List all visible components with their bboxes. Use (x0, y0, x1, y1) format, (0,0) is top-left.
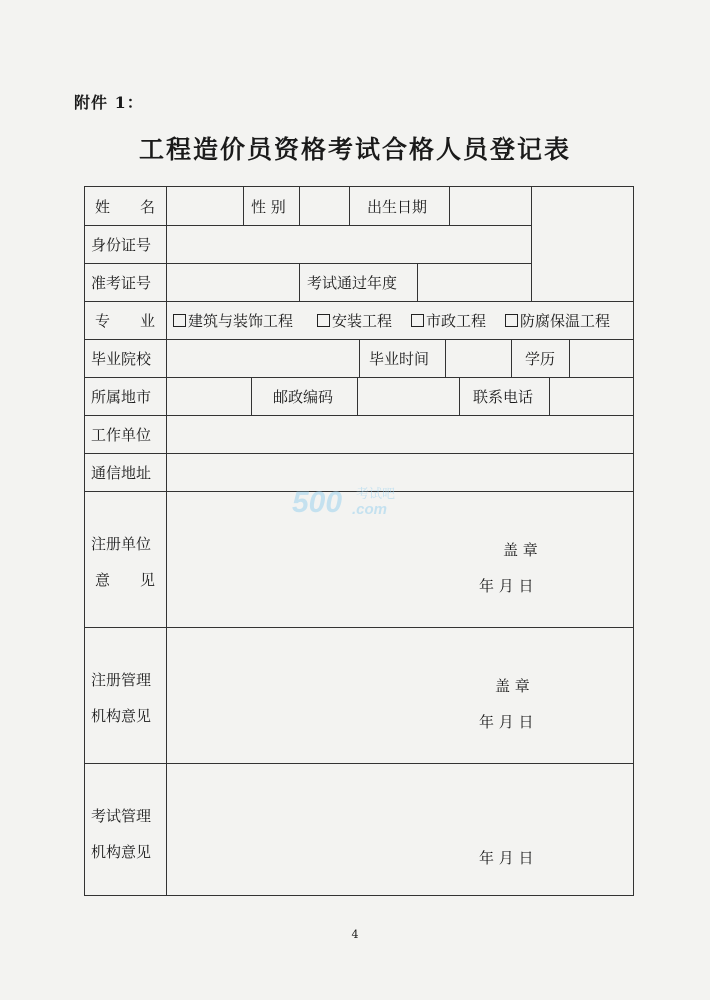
exam-ticket-field[interactable] (167, 263, 299, 301)
exam-mgmt-label-line2: 机构意见 (91, 843, 152, 861)
watermark-number: 500 (292, 486, 343, 519)
reg-unit-label-line1: 注册单位 (91, 535, 152, 553)
postcode-field[interactable] (358, 377, 459, 415)
watermark-brand: 考试吧 (356, 487, 396, 502)
col-divider (511, 339, 512, 377)
seal-label: 盖 章 (503, 541, 538, 559)
major-option-installation[interactable]: 安装工程 (317, 312, 392, 330)
name-label: 姓 名 (95, 198, 156, 216)
date-label: 年 月 日 (479, 713, 534, 731)
checkbox[interactable] (505, 314, 518, 327)
major-option-anticorrosion[interactable]: 防腐保温工程 (505, 312, 610, 330)
checkbox[interactable] (173, 314, 186, 327)
id-number-field[interactable] (167, 225, 531, 263)
name-field[interactable] (167, 187, 243, 225)
watermark-domain: .com (352, 501, 388, 518)
reg-mgmt-opinion-field[interactable] (167, 627, 633, 763)
postcode-label: 邮政编码 (273, 388, 334, 406)
col-divider (349, 187, 350, 225)
checkbox[interactable] (317, 314, 330, 327)
reg-unit-label-line2: 意 见 (95, 571, 156, 589)
col-divider (459, 377, 460, 415)
major-option-building[interactable]: 建筑与装饰工程 (173, 312, 293, 330)
city-field[interactable] (167, 377, 251, 415)
form-title: 工程造价员资格考试合格人员登记表 (138, 135, 571, 164)
exam-ticket-label: 准考证号 (91, 274, 152, 292)
birth-date-label: 出生日期 (367, 198, 428, 216)
school-label: 毕业院校 (91, 350, 152, 368)
watermark-logo (292, 480, 422, 524)
exam-mgmt-opinion-field[interactable] (167, 763, 633, 895)
exam-year-label: 考试通过年度 (307, 274, 398, 292)
address-label: 通信地址 (91, 464, 152, 482)
degree-label: 学历 (525, 350, 556, 368)
exam-mgmt-label-line1: 考试管理 (91, 807, 152, 825)
date-label: 年 月 日 (479, 849, 534, 867)
col-divider (243, 187, 244, 225)
checkbox[interactable] (411, 314, 424, 327)
major-label: 专 业 (95, 312, 156, 330)
attachment-label: 附件 1： (74, 93, 144, 112)
degree-field[interactable] (570, 339, 633, 377)
employer-field[interactable] (167, 415, 633, 453)
seal-label: 盖 章 (495, 677, 530, 695)
phone-field[interactable] (550, 377, 633, 415)
id-number-label: 身份证号 (91, 236, 152, 254)
date-label: 年 月 日 (479, 577, 534, 595)
school-field[interactable] (167, 339, 359, 377)
gender-label: 性 别 (251, 198, 286, 216)
employer-label: 工作单位 (91, 426, 152, 444)
col-divider (299, 263, 300, 301)
page-number: 4 (351, 928, 359, 941)
photo-box[interactable] (532, 187, 633, 301)
grad-time-label: 毕业时间 (369, 350, 430, 368)
reg-mgmt-label-line1: 注册管理 (91, 671, 152, 689)
exam-year-field[interactable] (418, 263, 531, 301)
col-divider (359, 339, 360, 377)
phone-label: 联系电话 (473, 388, 534, 406)
birth-date-field[interactable] (450, 187, 531, 225)
gender-field[interactable] (300, 187, 349, 225)
registration-form (84, 186, 634, 896)
city-label: 所属地市 (91, 388, 152, 406)
col-divider (251, 377, 252, 415)
grad-time-field[interactable] (446, 339, 511, 377)
reg-mgmt-label-line2: 机构意见 (91, 707, 152, 725)
row-divider (85, 301, 633, 302)
major-option-municipal[interactable]: 市政工程 (411, 312, 486, 330)
